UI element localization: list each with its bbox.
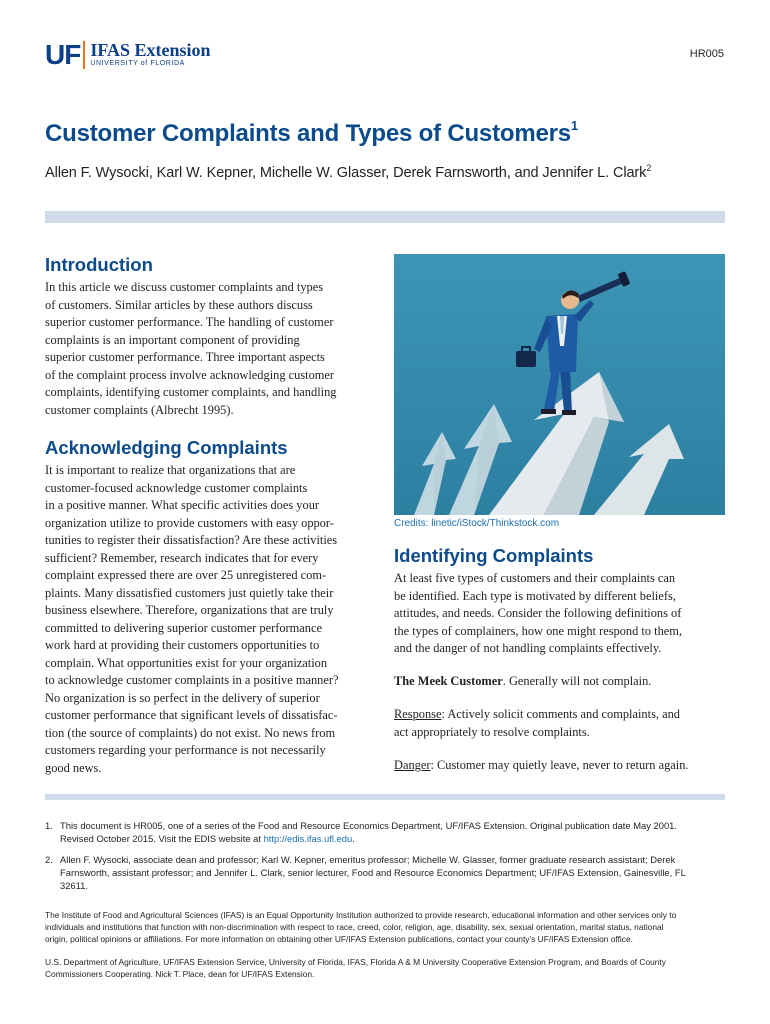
- statement-line: U.S. Department of Agriculture, UF/IFAS Extension Service, University of Florida, IFAS, Florida A & M University Cooperative Extension Program, and Boards of County: [45, 957, 666, 967]
- statement-line: origin, political opinions or affiliations. For more information on obtaining other UF/IFAS Extension publications, contact your county’s UF/IFAS Extension office.: [45, 934, 633, 944]
- paragraph-line: customer-focused acknowledge customer complaints: [45, 480, 308, 495]
- paragraph-line: tunities to register their dissatisfaction? Are these activities: [45, 533, 338, 547]
- footnote-line: This document is HR005, one of a series of the Food and Resource Economics Department, UF/IFAS Extension. Original publication date May 2001.: [60, 820, 677, 831]
- logo-uf-mark: UF: [45, 39, 81, 70]
- document-id: HR005: [689, 48, 724, 60]
- heading-identifying-complaints: Identifying Complaints: [394, 545, 594, 566]
- danger-text: : Customer may quietly leave, never to return again.: [430, 758, 689, 772]
- footnote-body: [60, 819, 725, 845]
- heading-acknowledging-complaints: Acknowledging Complaints: [45, 437, 288, 458]
- paragraph-line: the types of complainers, how one might respond to them,: [394, 623, 683, 638]
- statement-line: The Institute of Food and Agricultural Sciences (IFAS) is an Equal Opportunity Institution authorized to provide research, educational information and other services only to: [45, 910, 677, 920]
- paragraph-line: of the complaint process involve acknowledging customer: [45, 367, 335, 382]
- paragraph-line: No organization is so perfect in the delivery of superior: [45, 690, 320, 705]
- footnote-1: [45, 819, 725, 845]
- meek-customer-paragraph: [394, 673, 726, 691]
- figure-credit: Credits: linetic/iStock/Thinkstock.com: [394, 518, 560, 529]
- paragraph-line: attitudes, and needs. Consider the following definitions of: [394, 606, 682, 620]
- paragraph-line: of customers. Similar articles by these authors discuss: [45, 297, 313, 312]
- response-text: : Actively solicit comments and complaints, and: [441, 707, 680, 721]
- acknowledging-paragraph: [45, 462, 375, 777]
- page-title: [45, 120, 578, 148]
- authors-text: Allen F. Wysocki, Karl W. Kepner, Michelle W. Glasser, Derek Farnsworth, and Jennifer L. Clark: [45, 164, 647, 181]
- paragraph-line: complaints, identifying customer complaints, and handling: [45, 385, 337, 399]
- paragraph-line: superior customer performance. Three important aspects: [45, 350, 325, 364]
- usda-cooperation-statement: [45, 956, 725, 980]
- footnote-number: 1.: [45, 820, 53, 831]
- paragraph-line: customers regarding your performance is not necessarily: [45, 743, 326, 757]
- footnote-number: 2.: [45, 854, 53, 865]
- paragraph-line: customer performance that significant levels of dissatisfac-: [45, 708, 338, 722]
- equal-opportunity-statement: [45, 909, 725, 945]
- heading-introduction: Introduction: [45, 254, 153, 275]
- paragraph-line: At least five types of customers and their complaints can: [394, 571, 676, 585]
- paragraph-line: be identified. Each type is motivated by different beliefs,: [394, 588, 676, 603]
- paragraph-line: complaint expressed there are over 25 unregistered com-: [45, 568, 327, 582]
- paragraph-line: [394, 757, 726, 775]
- danger-label: Danger: [394, 758, 431, 772]
- edis-website-link[interactable]: http://edis.ifas.ufl.edu: [263, 833, 353, 844]
- paragraph-line: complaints is an important component of providing: [45, 332, 300, 347]
- paragraph-line: complain. What opportunities exist for your organization: [45, 655, 328, 670]
- intro-paragraph: [45, 279, 375, 419]
- paragraph-line: [394, 673, 726, 691]
- response-paragraph: [394, 706, 726, 741]
- paragraph-line: business elsewhere. Therefore, organizations that are truly: [45, 603, 334, 617]
- logo-text: [90, 41, 210, 69]
- paragraph-line: and the danger of not handling complaints effectively.: [394, 641, 662, 655]
- meek-customer-label: The Meek Customer: [394, 674, 503, 688]
- authors-footnote-ref: 2: [646, 163, 652, 173]
- identifying-paragraph: [394, 570, 726, 658]
- footnote-body: [60, 853, 725, 892]
- logo-ifas-extension: IFAS Extension: [90, 40, 211, 60]
- paragraph-line: plaints. Many dissatisfied customers just quietly take their: [45, 585, 334, 600]
- footnote-2: [45, 853, 725, 892]
- meek-customer-text: . Generally will not complain.: [502, 674, 652, 688]
- footnote-text: Revised October 2015. Visit the EDIS website at: [60, 833, 264, 844]
- paragraph-line: organization utilize to provide customers with easy oppor-: [45, 515, 334, 530]
- title-text: Customer Complaints and Types of Customers: [45, 120, 571, 147]
- paragraph-line: sufficient? Remember, research indicates that for every: [45, 550, 319, 565]
- paragraph-line: act appropriately to resolve complaints.: [394, 724, 590, 739]
- paragraph-line: work hard at providing their customers opportunities to: [45, 638, 320, 652]
- businessman-on-arrow-illustration: [394, 254, 725, 515]
- footnote-text: .: [352, 833, 355, 844]
- response-label: Response: [394, 707, 442, 721]
- footnote-line: [60, 832, 725, 845]
- paragraph-line: In this article we discuss customer complaints and types: [45, 280, 324, 294]
- logo-divider: [83, 41, 85, 69]
- paragraph-line: [394, 706, 726, 724]
- paragraph-line: It is important to realize that organizations that are: [45, 463, 296, 477]
- statement-line: Commissioners Cooperating. Nick T. Place, dean for UF/IFAS Extension.: [45, 969, 315, 979]
- paragraph-line: superior customer performance. The handling of customer: [45, 315, 334, 329]
- paragraph-line: customer complaints (Albrecht 1995).: [45, 402, 234, 417]
- footnote-line: 32611.: [60, 880, 88, 891]
- header-divider-bar: [45, 211, 725, 223]
- authors: [45, 163, 651, 181]
- paragraph-line: in a positive manner. What specific activities does your: [45, 498, 320, 512]
- footnote-line: Farnsworth, assistant professor; and Jennifer L. Clark, senior lecturer, Food and Resource Economics Department; UF/IFAS Extension, Gainesville, FL: [60, 867, 686, 878]
- statement-line: individuals and institutions that function with non-discrimination with respect to race, creed, color, religion, age, disability, sex, sexual orientation, marital status, national: [45, 922, 664, 932]
- logo-university: UNIVERSITY of FLORIDA: [90, 60, 185, 67]
- uf-ifas-logo: [45, 38, 211, 72]
- paragraph-line: tion (the source of complaints) do not exist. No news from: [45, 725, 336, 740]
- paragraph-line: good news.: [45, 760, 102, 775]
- paragraph-line: committed to delivering superior customer performance: [45, 620, 322, 635]
- footnote-line: Allen F. Wysocki, associate dean and professor; Karl W. Kepner, emeritus professor; Michelle W. Glasser, former graduate research assistant; Derek: [60, 854, 676, 865]
- title-footnote-ref: 1: [570, 118, 578, 133]
- footnote-divider-bar: [45, 794, 725, 800]
- paragraph-line: to acknowledge customer complaints in a positive manner?: [45, 673, 339, 687]
- danger-paragraph: [394, 757, 726, 775]
